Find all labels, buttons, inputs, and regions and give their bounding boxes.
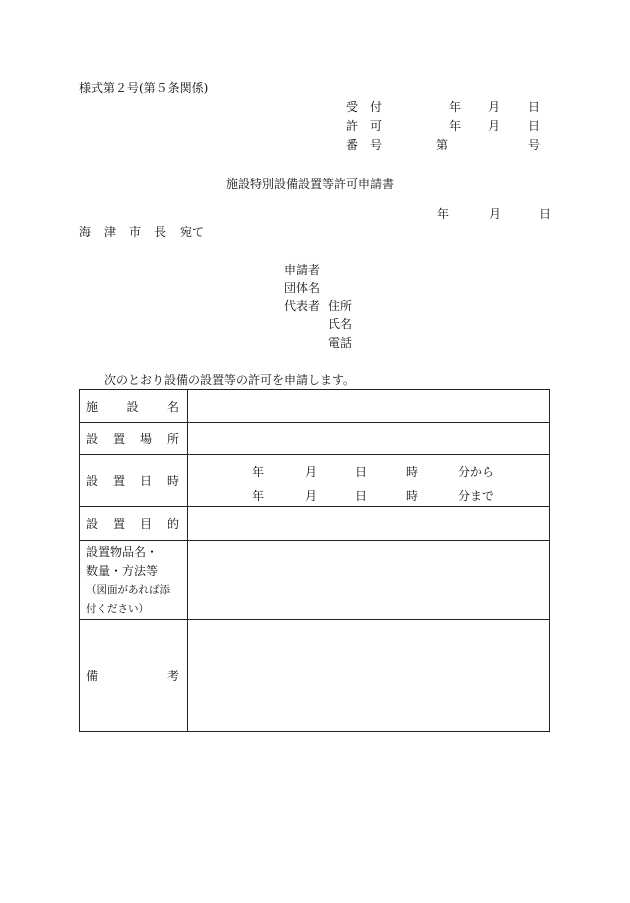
number-suffix: 号 <box>528 138 541 152</box>
remarks-field[interactable] <box>188 620 550 732</box>
label-char: 設 <box>86 517 99 531</box>
items-label-line: 設置物品名・ <box>86 545 159 559</box>
table-row <box>80 541 550 620</box>
receipt-year: 年 <box>449 100 462 114</box>
permit-month: 月 <box>488 119 501 133</box>
items-field[interactable] <box>188 541 550 620</box>
remarks-label <box>80 620 188 732</box>
name-label: 氏名 <box>328 317 353 331</box>
phone-label: 電話 <box>328 336 353 350</box>
addressee-char: 市 <box>129 225 142 239</box>
table-row <box>80 620 550 732</box>
table-row <box>80 455 550 507</box>
applicant-heading: 申請者 <box>284 263 321 277</box>
items-label-note: 付ください） <box>86 603 149 615</box>
receipt-day: 日 <box>528 100 541 114</box>
representative-label: 代表者 <box>284 299 321 313</box>
group-name-label: 団体名 <box>284 281 321 295</box>
label-char: 的 <box>166 517 179 531</box>
address-label: 住所 <box>328 299 353 313</box>
label-char: 場 <box>139 432 152 446</box>
label-char: 所 <box>166 432 179 446</box>
dt-hour: 時 <box>406 464 419 479</box>
dt-day: 日 <box>355 488 368 503</box>
table-row <box>80 423 550 455</box>
datetime-from-line <box>188 457 549 481</box>
addressee-char: 津 <box>104 225 117 239</box>
intro-text: 次のとおり設備の設置等の許可を申請します。 <box>104 373 356 387</box>
table-row <box>80 507 550 541</box>
addressee-char: 海 <box>79 225 92 239</box>
items-label-line: 数量・方法等 <box>86 564 159 578</box>
dt-year: 年 <box>252 488 265 503</box>
location-field[interactable] <box>188 423 550 455</box>
date-month: 月 <box>489 207 502 221</box>
location-label <box>80 423 188 455</box>
dt-day: 日 <box>355 464 368 479</box>
dt-month: 月 <box>305 488 318 503</box>
label-char: 設 <box>126 399 139 414</box>
label-char: 施 <box>86 399 99 414</box>
label-char: 置 <box>112 474 125 488</box>
addressee-char: 長 <box>154 225 167 239</box>
purpose-field[interactable] <box>188 507 550 541</box>
date-year: 年 <box>437 207 450 221</box>
receipt-label: 受 付 <box>346 100 383 114</box>
datetime-label <box>80 455 188 507</box>
addressee-suffix: 宛て <box>180 225 205 239</box>
label-char: 考 <box>166 669 179 683</box>
label-char: 備 <box>86 669 99 683</box>
dt-year: 年 <box>252 464 265 479</box>
facility-name-field[interactable] <box>188 390 550 423</box>
dt-minute-to: 分まで <box>458 488 495 503</box>
number-label: 番 号 <box>346 138 383 152</box>
dt-month: 月 <box>305 464 318 479</box>
permit-label: 許 可 <box>346 119 383 133</box>
permit-year: 年 <box>449 119 462 133</box>
purpose-label <box>80 507 188 541</box>
label-char: 置 <box>112 432 125 446</box>
label-char: 置 <box>112 517 125 531</box>
facility-name-label <box>80 390 188 423</box>
number-prefix: 第 <box>436 138 449 152</box>
application-table <box>79 389 550 732</box>
dt-minute-from: 分から <box>458 464 495 479</box>
date-day: 日 <box>539 207 552 221</box>
label-char: 設 <box>86 474 99 488</box>
label-char: 日 <box>139 474 152 488</box>
table-row <box>80 390 550 423</box>
label-char: 名 <box>166 399 179 414</box>
items-label <box>80 541 188 620</box>
items-label-note: （図面があれば添 <box>86 584 170 596</box>
datetime-to-line <box>188 481 549 505</box>
label-char: 目 <box>139 517 152 531</box>
dt-hour: 時 <box>406 488 419 503</box>
datetime-field[interactable] <box>188 455 550 507</box>
document-title: 施設特別設備設置等許可申請書 <box>226 177 395 191</box>
receipt-month: 月 <box>488 100 501 114</box>
permit-day: 日 <box>528 119 541 133</box>
label-char: 設 <box>86 432 99 446</box>
label-char: 時 <box>166 474 179 488</box>
form-reference: 様式第２号(第５条関係) <box>79 81 209 95</box>
